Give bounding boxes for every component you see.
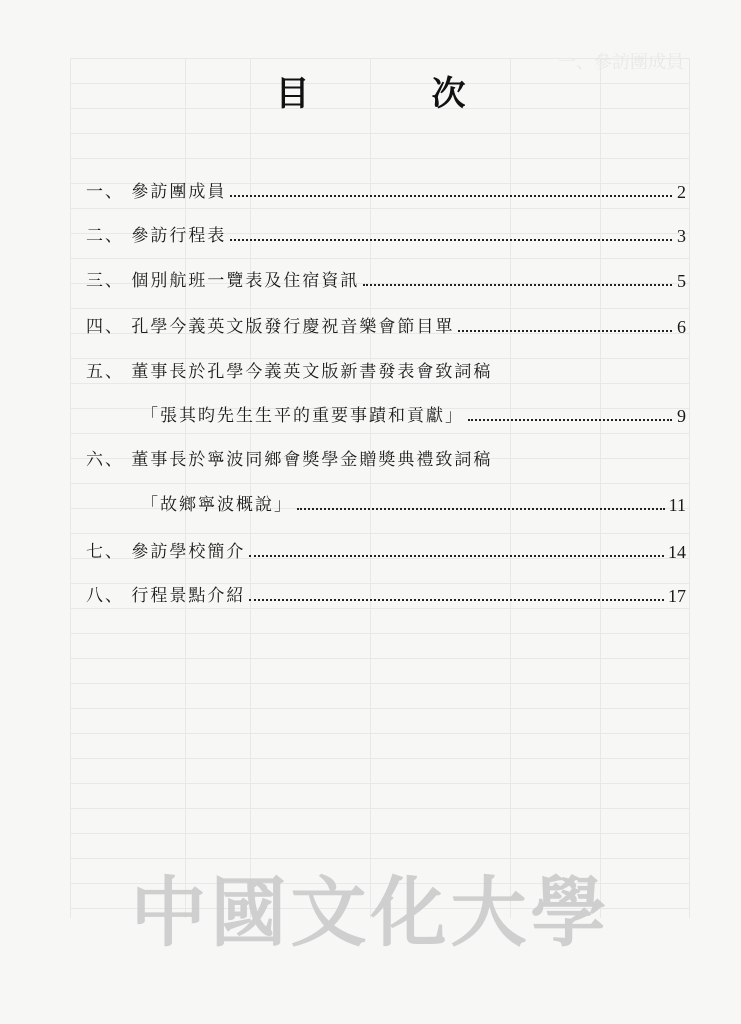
- toc-entry-page: 9: [677, 406, 686, 426]
- toc-entry-2[interactable]: [86, 220, 686, 248]
- toc-entry-5[interactable]: [86, 356, 686, 384]
- university-watermark: 中國文化大學: [130, 868, 611, 957]
- toc-entry-label: 二、 參訪行程表: [86, 226, 227, 246]
- dot-leader: [230, 239, 672, 241]
- dot-leader: [249, 599, 664, 601]
- toc-entry-label: 五、 董事長於孔學今義英文版新書發表會致詞稿: [86, 362, 493, 382]
- page-title: 目 次: [275, 74, 510, 114]
- toc-entry-6-sub[interactable]: [141, 489, 686, 517]
- dot-leader: [363, 284, 672, 286]
- dot-leader: [230, 195, 672, 197]
- toc-entry-page: 6: [677, 317, 686, 337]
- toc-entry-3[interactable]: [86, 265, 686, 293]
- toc-entry-label: 「張其昀先生生平的重要事蹟和貢獻」: [141, 406, 464, 426]
- toc-entry-label: 三、 個別航班一覽表及住宿資訊: [86, 271, 360, 291]
- bleed-through-title: 一、參訪團成員: [558, 52, 684, 73]
- toc-entry-7[interactable]: [86, 536, 686, 564]
- toc-entry-label: 八、 行程景點介紹: [86, 586, 246, 606]
- toc-entry-4[interactable]: [86, 311, 686, 339]
- toc-entry-1[interactable]: [86, 176, 686, 204]
- toc-entry-label: 七、 參訪學校簡介: [86, 542, 246, 562]
- toc-entry-6[interactable]: [86, 444, 686, 472]
- dot-leader: [297, 508, 665, 510]
- toc-entry-label: 一、 參訪團成員: [86, 182, 227, 202]
- toc-entry-page: 11: [668, 495, 686, 515]
- toc-entry-page: 3: [677, 226, 686, 246]
- toc-entry-8[interactable]: [86, 580, 686, 608]
- toc-entry-page: 14: [668, 542, 686, 562]
- toc-entry-label: 六、 董事長於寧波同鄉會獎學金贈獎典禮致詞稿: [86, 450, 493, 470]
- toc-entry-page: 5: [677, 271, 686, 291]
- toc-entry-label: 「故鄉寧波概說」: [141, 495, 293, 515]
- toc-entry-page: 17: [668, 586, 686, 606]
- dot-leader: [468, 419, 672, 421]
- toc-entry-page: 2: [677, 182, 686, 202]
- toc-entry-5-sub[interactable]: [141, 400, 686, 428]
- dot-leader: [458, 330, 672, 332]
- dot-leader: [249, 555, 664, 557]
- toc-entry-label: 四、 孔學今義英文版發行慶祝音樂會節目單: [86, 317, 455, 337]
